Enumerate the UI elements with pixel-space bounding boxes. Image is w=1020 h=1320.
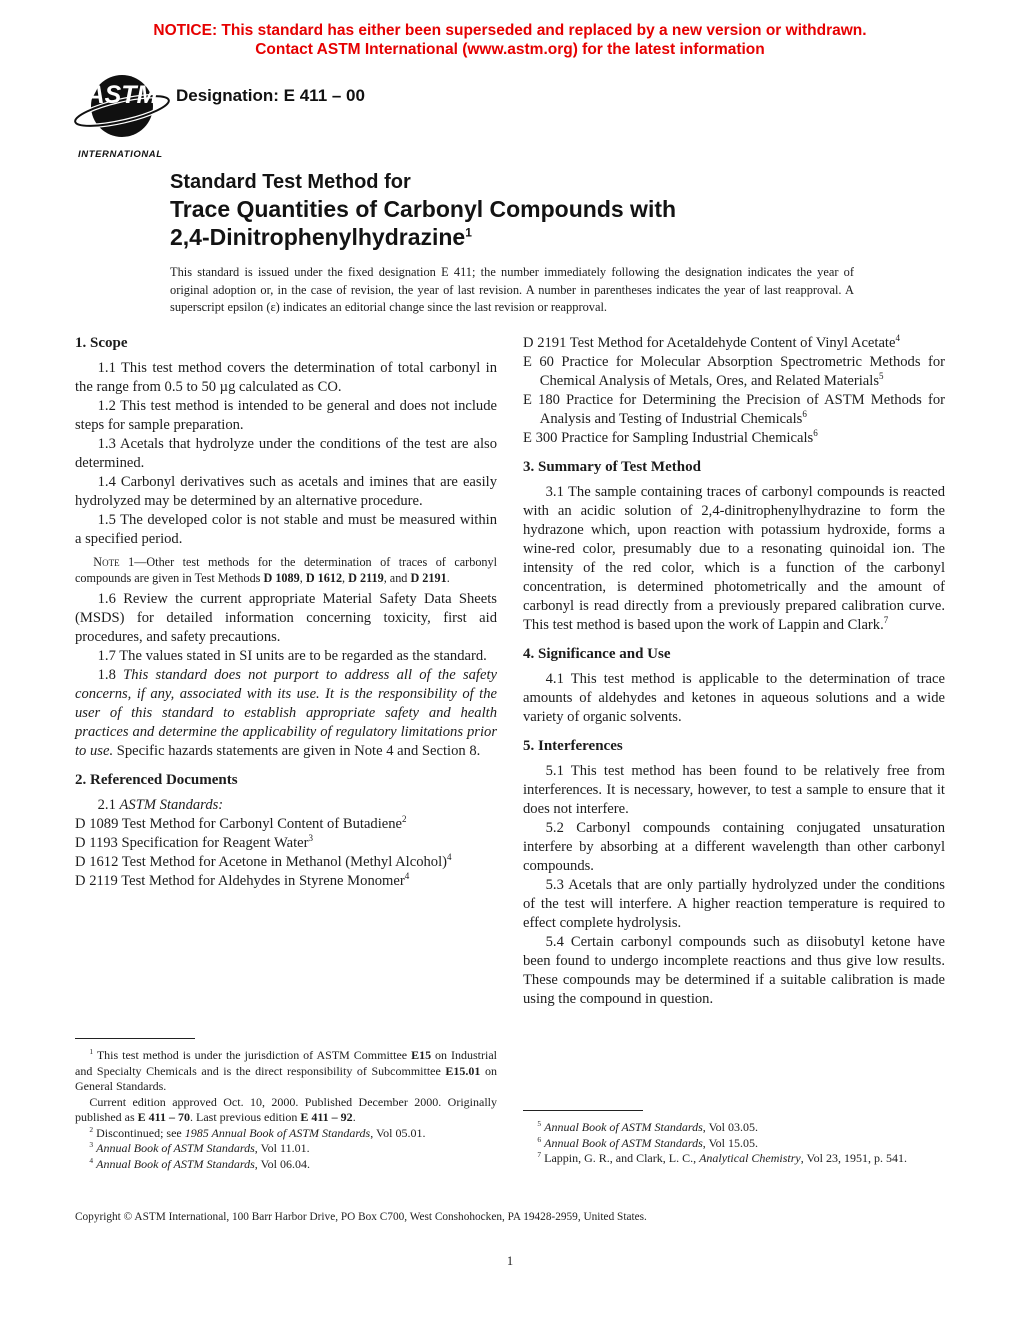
para-1-8: 1.8 This standard does not purport to address all of the safety concerns, if any, associated with its use. It is the responsibility of the user of this standard to establish appropriate safety and health practices and determine the applicability of regulatory limitations prior to use. Specific hazards statements are given in Note 4 and Section 8. xyxy=(75,667,497,759)
footnote-rule-left xyxy=(75,1038,195,1039)
footnote-3: $^3$ Annual Book of ASTM Standards, Vol 11.01. xyxy=(89,1140,310,1155)
page-number: 1 xyxy=(506,1254,514,1268)
ref-item-d2119: D 2119 Test Method for Aldehydes in Styrene Monomer$^4$ xyxy=(75,871,410,889)
para-2-1: 2.1 ASTM Standards: xyxy=(97,797,224,813)
notice-line-1: NOTICE: This standard has either been superseded and replaced by a new version or withdrawn. xyxy=(153,22,867,39)
footnotes-left xyxy=(75,1038,497,1172)
section-heading-interferences: 5. Interferences xyxy=(523,738,623,754)
title-line-1: Standard Test Method for xyxy=(170,171,411,193)
notice-line-2: Contact ASTM International (www.astm.org) for the latest information xyxy=(255,41,765,58)
ref-item-d1612: D 1612 Test Method for Acetone in Methanol (Methyl Alcohol)$^4$ xyxy=(75,852,452,870)
para-1-4: 1.4 Carbonyl derivatives such as acetals and imines that are easily hydrolyzed may be determined by an alternative procedure. xyxy=(75,474,497,509)
ref-item-e180: E 180 Practice for Determining the Precision of ASTM Methods for Analysis and Testing of Industrial Chemicals$^6$ xyxy=(523,392,945,427)
ref-item-d2191: D 2191 Test Method for Acetaldehyde Content of Vinyl Acetate$^4$ xyxy=(523,333,900,351)
ref-item-d1089: D 1089 Test Method for Carbonyl Content of Butadiene$^2$ xyxy=(75,814,407,832)
footnote-1: $^1$ This test method is under the jurisdiction of ASTM Committee E15 on Industrial and Specialty Chemicals and is the direct responsibility of Subcommittee E15.01 on General Standards. xyxy=(75,1047,498,1093)
footnote-5: $^5$ Annual Book of ASTM Standards, Vol 03.05. xyxy=(537,1119,759,1134)
footnote-current-edition: Current edition approved Oct. 10, 2000. Published December 2000. Originally published as E 411 – 70. Last previous edition E 411 – 92. xyxy=(75,1094,497,1124)
para-4-1: 4.1 This test method is applicable to the determination of trace amounts of aldehydes and ketones in aqueous solutions and a wide variety of organic solvents. xyxy=(523,671,945,725)
title-footnote-ref: 1 xyxy=(465,225,472,240)
footnote-6: $^6$ Annual Book of ASTM Standards, Vol 15.05. xyxy=(537,1134,759,1150)
title-line-2: Trace Quantities of Carbonyl Compounds with xyxy=(170,196,677,222)
ref-item-d1193: D 1193 Specification for Reagent Water$^3$ xyxy=(75,833,313,851)
footnote-7: $^7$ Lappin, G. R., and Clark, L. C., Analytical Chemistry, Vol 23, 1951, p. 541. xyxy=(537,1150,907,1165)
para-1-3: 1.3 Acetals that hydrolyze under the conditions of the test are also determined. xyxy=(75,436,497,471)
para-1-7: 1.7 The values stated in SI units are to be regarded as the standard. xyxy=(97,648,487,664)
note-1: Note 1—Other test methods for the determination of traces of carbonyl compounds are given in Test Methods D 1089, D 1612, D 2119, and D 2191. xyxy=(75,555,497,585)
para-3-1: 3.1 The sample containing traces of carbonyl compounds is reacted with an acidic solution of 2,4-dinitrophenylhydrazine to form the hydrazone which, upon reaction with potassium hydroxide, forms a wine-red color, presumably due to a resonating quinoidal ion. The intensity of the red color, which is a function of the carbonyl concentration, is determined photometrically and the amount of carbonyl is read directly from a previously prepared calibration curve. This test method is based upon the work of Lappin and Clark.$^7$ xyxy=(523,484,945,633)
para-5-3: 5.3 Acetals that are only partially hydrolyzed under the conditions of the test will interfere. A higher reaction temperature is required to effect complete hydrolysis. xyxy=(523,877,945,931)
para-1-5: 1.5 The developed color is not stable and must be measured within a specified period. xyxy=(75,512,497,547)
footnote-2: $^2$ Discontinued; see 1985 Annual Book of ASTM Standards, Vol 05.01. xyxy=(89,1124,426,1140)
section-heading-referenced-documents: 2. Referenced Documents xyxy=(75,772,238,788)
title-block xyxy=(170,170,676,251)
ref-item-e60: E 60 Practice for Molecular Absorption Spectrometric Methods for Chemical Analysis of Metals, Ores, and Related Materials$^5$ xyxy=(523,354,945,389)
superseded-notice xyxy=(0,21,1020,59)
copyright-line: Copyright © ASTM International, 100 Barr Harbor Drive, PO Box C700, West Conshohocken, PA 19428-2959, United States. xyxy=(75,1211,647,1223)
footnote-4: $^4$ Annual Book of ASTM Standards, Vol 06.04. xyxy=(89,1155,311,1171)
astm-globe-icon xyxy=(70,70,182,146)
footnote-rule-right xyxy=(523,1110,643,1111)
para-1-6: 1.6 Review the current appropriate Material Safety Data Sheets (MSDS) for detailed information concerning toxicity, first aid procedures, and safety precautions. xyxy=(75,591,497,645)
footnotes-right xyxy=(523,1110,945,1167)
designation: Designation: E 411 – 00 xyxy=(176,86,365,105)
left-column xyxy=(75,334,497,891)
para-1-2: 1.2 This test method is intended to be general and does not include steps for sample preparation. xyxy=(75,398,497,433)
astm-logo-international: INTERNATIONAL xyxy=(78,149,163,160)
title-line-3: 2,4-Dinitrophenylhydrazine$^1$ xyxy=(170,224,472,250)
issue-note: This standard is issued under the fixed designation E 411; the number immediately following the designation indicates the year of original adoption or, in the case of revision, the year of last revision. A number in parentheses indicates the year of last reapproval. A superscript epsilon (ε) indicates an editorial change since the last revision or reapproval. xyxy=(170,265,854,314)
section-heading-significance: 4. Significance and Use xyxy=(523,646,671,662)
astm-logo-text: ASTM xyxy=(86,81,158,109)
section-heading-scope: 1. Scope xyxy=(75,335,128,351)
para-1-1: 1.1 This test method covers the determination of total carbonyl in the range from 0.5 to 50 µg calculated as CO. xyxy=(75,360,497,395)
right-column xyxy=(523,334,945,1009)
para-5-4: 5.4 Certain carbonyl compounds such as diisobutyl ketone have been found to undergo incomplete reactions and thus give low results. These compounds may be determined if a suitable calibration is made using the compound in question. xyxy=(523,934,945,1007)
astm-logo xyxy=(70,70,182,160)
para-5-1: 5.1 This test method has been found to be relatively free from interferences. It is necessary, however, to test a sample to ensure that it does not interfere. xyxy=(523,763,945,817)
section-heading-summary: 3. Summary of Test Method xyxy=(523,459,701,475)
ref-item-e300: E 300 Practice for Sampling Industrial Chemicals$^6$ xyxy=(523,428,818,446)
para-5-2: 5.2 Carbonyl compounds containing conjugated unsaturation interfere by absorbing at a different wavelength than other carbonyl compounds. xyxy=(523,820,945,874)
